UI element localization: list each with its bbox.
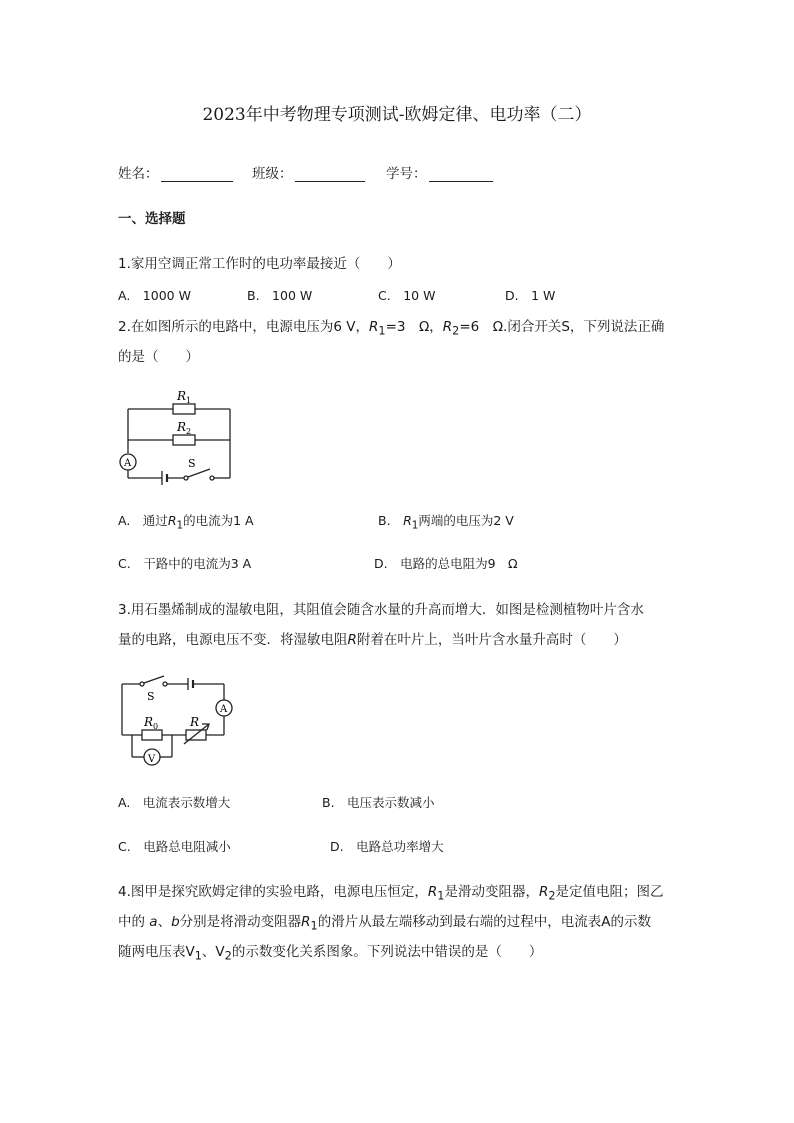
q2-option-a-post: 的电流为1 A	[183, 513, 254, 528]
class-blank[interactable]	[295, 167, 365, 182]
q2-option-b-pre: B.	[378, 513, 404, 528]
q3-option-d[interactable]: D. 电路总功率增大	[330, 839, 444, 854]
q2-option-d[interactable]: D. 电路的总电阻为9 Ω	[374, 556, 518, 571]
q2-r1-label: R	[177, 389, 187, 403]
q4-line1-c: 是定值电阻；图乙	[555, 884, 664, 900]
name-blank[interactable]	[161, 167, 233, 182]
q4-var-b: b	[171, 914, 180, 930]
q3-r0-label: R	[144, 715, 154, 729]
q2-r2-eq: =6 Ω.闭合开关S，下列说法正确	[459, 319, 665, 335]
q3-r-label: R	[190, 715, 200, 729]
q3-stem-line2-a: 量的电路，电源电压不变．将湿敏电阻	[118, 632, 348, 648]
q1-option-a[interactable]: A. 1000 W	[118, 288, 191, 303]
q2-stem-line1	[118, 319, 664, 338]
q4-line3-a: 随两电压表V	[118, 944, 195, 960]
id-field[interactable]	[386, 166, 493, 182]
q2-r2-resistor	[173, 435, 195, 445]
q2-r1-sub-label: 1	[186, 396, 192, 405]
q2-option-a-sub: 1	[176, 519, 184, 532]
q2-r1-symbol: R	[369, 319, 379, 335]
q4-line2-c: 的滑片从最左端移动到最右端的过程中，电流表A的示数	[317, 914, 651, 930]
q4-r2-sub: 2	[548, 889, 556, 903]
q1-stem: 1.家用空调正常工作时的电功率最接近（ ）	[118, 256, 401, 272]
q2-r2-label: R	[177, 420, 187, 434]
q4-var-a: a	[149, 914, 158, 930]
q2-r1-eq: =3 Ω，	[385, 319, 443, 335]
q3-option-c[interactable]: C. 电路总电阻减小	[118, 839, 231, 854]
q1-option-b[interactable]: B. 100 W	[247, 288, 313, 303]
q3-option-a[interactable]: A. 电流表示数增大	[118, 795, 231, 810]
q4-r2-symbol: R	[538, 884, 549, 900]
q2-option-b-r: R	[403, 513, 412, 528]
q4-line2-r1-symbol: R	[301, 914, 311, 930]
q3-switch-label: S	[147, 690, 155, 703]
q4-v1-sub: 1	[194, 949, 202, 963]
q2-option-b-post: 两端的电压为2 V	[418, 513, 514, 528]
q4-line1-b: 是滑动变阻器，	[444, 884, 539, 900]
q2-stem-text: 2.在如图所示的电路中，电源电压为6 V，	[118, 319, 369, 335]
q3-r0-sub-label: 0	[153, 722, 159, 731]
id-label: 学号：	[386, 166, 427, 182]
q2-option-c[interactable]: C. 干路中的电流为3 A	[118, 556, 252, 571]
q2-r2-sub-label: 2	[186, 427, 192, 436]
q3-stem-line2	[118, 632, 627, 648]
q4-line3-sep: 、V	[201, 944, 225, 960]
q4-line1-a: 4.图甲是探究欧姆定律的实验电路，电源电压恒定，	[118, 884, 428, 900]
q4-r1-symbol: R	[427, 884, 438, 900]
q2-switch-blade	[188, 469, 210, 477]
q4-line2-r1-sub: 1	[310, 919, 318, 933]
q4-stem-line2	[118, 914, 651, 933]
q4-line2-a: 中的	[118, 914, 145, 930]
q3-switch-blade	[144, 676, 164, 683]
class-label: 班级：	[252, 166, 293, 182]
q3-option-b[interactable]: B. 电压表示数减小	[322, 795, 435, 810]
q4-line2-sep: 、	[157, 914, 172, 930]
q2-option-b-sub: 1	[411, 519, 419, 532]
q2-r2-sub: 2	[452, 324, 460, 338]
q1-option-c[interactable]: C. 10 W	[378, 288, 436, 303]
q4-v2-sub: 2	[224, 949, 232, 963]
q4-line2-b: 分别是将滑动变阻器	[179, 914, 302, 930]
q3-stem-line2-b: 附着在叶片上，当叶片含水量升高时（ ）	[356, 632, 627, 648]
q2-r1-resistor	[173, 404, 195, 414]
section-title: 一、选择题	[118, 211, 186, 227]
q2-option-b[interactable]	[378, 513, 514, 532]
q1-option-d[interactable]: D. 1 W	[505, 288, 556, 303]
q2-option-a-pre: A. 通过	[118, 513, 168, 528]
q3-circuit-diagram	[118, 672, 243, 772]
q2-option-a-r: R	[167, 513, 177, 528]
q2-option-a[interactable]	[118, 513, 254, 532]
q4-r1-sub: 1	[437, 889, 445, 903]
q3-ammeter-label: A	[220, 704, 228, 715]
q2-r1-sub: 1	[378, 324, 386, 338]
q4-stem-line3	[118, 944, 542, 963]
class-field[interactable]	[252, 166, 365, 182]
q3-stem-line1: 3.用石墨烯制成的湿敏电阻，其阻值会随含水量的升高而增大．如图是检测植物叶片含水	[118, 602, 644, 618]
page-title: 2023年中考物理专项测试-欧姆定律、电功率（二）	[202, 105, 592, 125]
q3-stem-r: R	[347, 632, 357, 648]
q4-stem-line1	[118, 884, 664, 903]
q2-switch-label: S	[188, 457, 196, 470]
name-label: 姓名：	[118, 166, 159, 182]
q2-stem-line2: 的是（ ）	[118, 349, 199, 365]
q2-ammeter-label: A	[124, 458, 132, 469]
id-blank[interactable]	[429, 167, 493, 182]
q2-r2-symbol: R	[442, 319, 453, 335]
q4-line3-b: 的示数变化关系图象。下列说法中错误的是（ ）	[231, 944, 543, 960]
name-field[interactable]	[118, 166, 233, 182]
q3-voltmeter-label: V	[148, 754, 156, 765]
q3-r0-resistor	[142, 730, 162, 740]
q2-circuit-diagram	[118, 385, 238, 485]
